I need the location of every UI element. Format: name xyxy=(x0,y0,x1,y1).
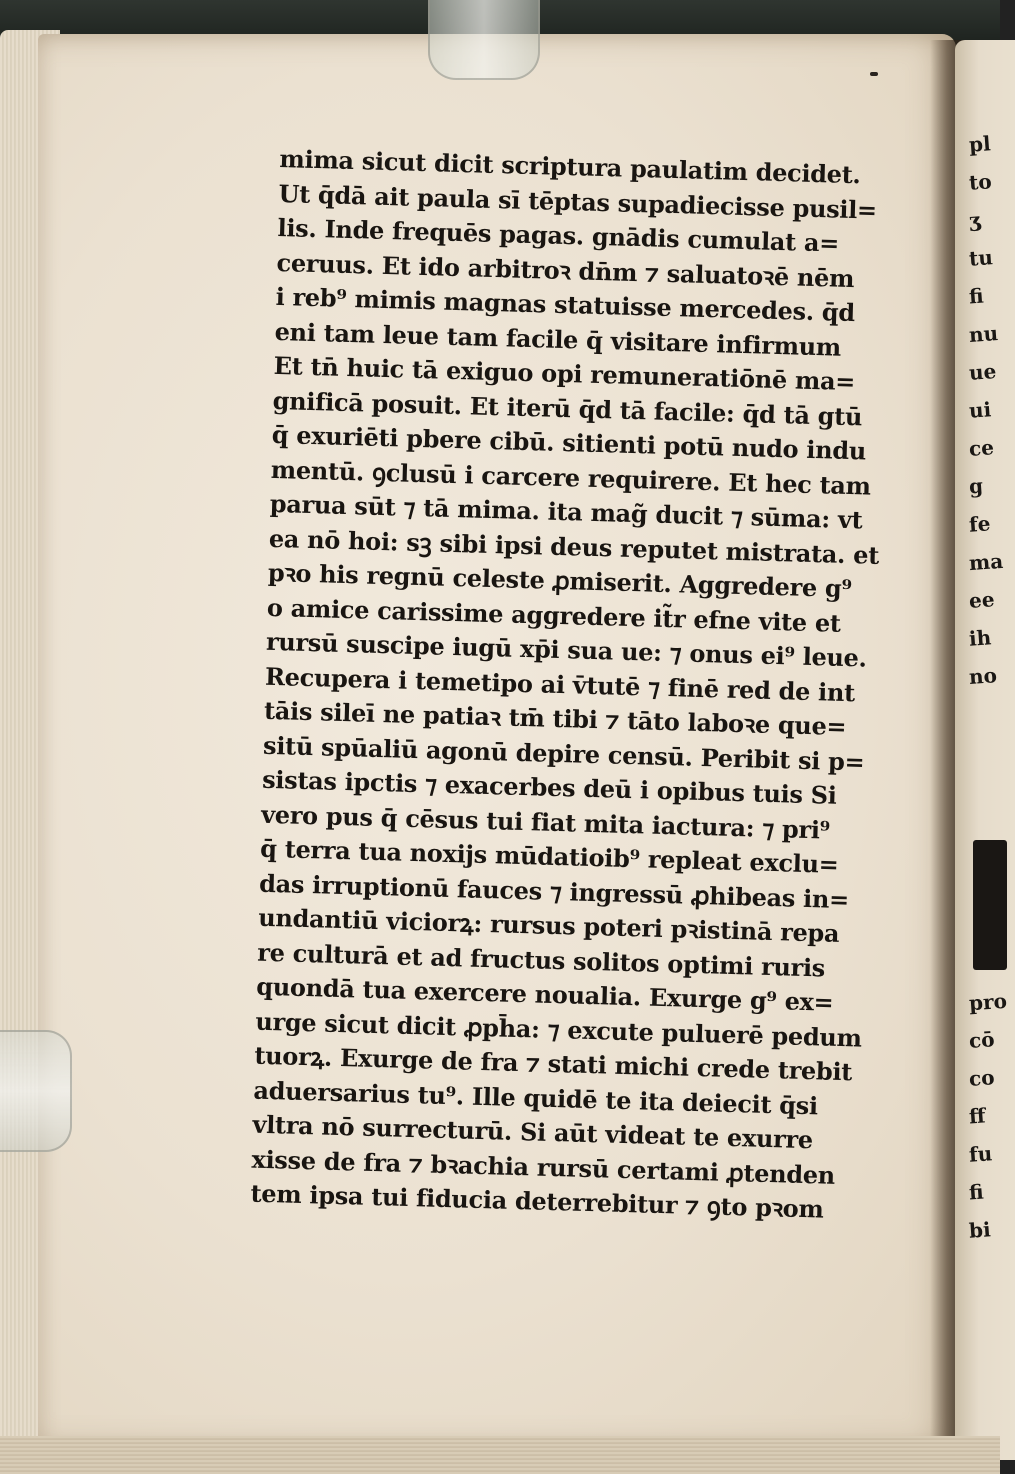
text-line: vltra nō surrecturū. Si aūt videat te exurre xyxy=(252,1109,814,1155)
facing-fragment: co xyxy=(968,1065,996,1091)
text-line: vero pus q̄ cēsus tui fiat mita iactura: ⁊ pri⁹ xyxy=(260,799,831,845)
text-line: q̄ exuriēti pbere cibū. sitienti potū nudo indu xyxy=(271,419,867,466)
decorated-initial-fragment xyxy=(973,840,1007,970)
facing-fragment: ee xyxy=(968,587,996,613)
text-line: re culturā et ad fructus solitos optimi ruris xyxy=(256,937,826,983)
text-line: quondā tua exercere noualia. Exurge g⁹ ex= xyxy=(256,971,834,1017)
facing-fragment: to xyxy=(968,169,993,195)
facing-page xyxy=(955,40,1015,1460)
facing-fragment: ih xyxy=(968,625,992,651)
facing-fragment: ma xyxy=(968,548,1004,576)
page-clip-left xyxy=(0,1030,72,1152)
text-line: sistas ipctis ⁊ exacerbes deū i opibus tuis Si xyxy=(261,764,837,810)
facing-fragment: fe xyxy=(968,511,992,537)
text-line: xisse de fra ⁊ bꝛachia rursū certami ꝓtenden xyxy=(251,1144,836,1190)
facing-fragment: pro xyxy=(968,988,1008,1016)
text-line: tem ipsa tui fiducia deterrebitur ⁊ ꝯto pꝛom xyxy=(250,1178,824,1224)
text-line: mentū. ꝯclusū i carcere requirere. Et hec tam xyxy=(270,454,872,501)
text-line: eni tam leue tam facile q̄ visitare infirmum xyxy=(274,316,842,362)
facing-fragment: ff xyxy=(968,1103,987,1129)
text-line: o amice carissime aggredere it̃r efne vite et xyxy=(266,592,842,638)
text-line: gnificā posuit. Et iterū q̄d tā facile: q̄d tā gtū xyxy=(272,385,863,431)
text-line: tāis sileī ne patiaꝛ tm̄ tibi ⁊ tāto laboꝛe que= xyxy=(263,695,847,742)
facing-fragment: pl xyxy=(968,131,992,157)
text-line: ea nō hoi: sꝫ sibi ipsi deus reputet mistrata. et xyxy=(268,523,880,570)
text-line: Ut q̄dā ait paula sī tēptas supadiecisse pusil= xyxy=(278,178,878,225)
facing-fragment: ui xyxy=(968,397,992,423)
facing-fragment: g xyxy=(968,473,984,499)
page-clip-top xyxy=(428,0,540,80)
text-line: rursū suscipe iugū xp̄i sua ue: ⁊ onus ei⁹ leue. xyxy=(265,626,868,673)
text-line: das irruptionū fauces ⁊ ingressū ꝓhibeas in= xyxy=(258,868,850,914)
text-line: aduersarius tu⁹. Ille quidē te ita deiecit q̄si xyxy=(253,1075,819,1120)
facing-fragment: no xyxy=(968,663,998,689)
facing-fragment: ce xyxy=(968,435,995,461)
text-line: i reb⁹ mimis magnas statuisse mercedes. q̄d xyxy=(275,281,856,328)
text-line: Recupera i temetipo ai v̄tutē ⁊ finē red de int xyxy=(264,661,856,707)
text-line: lis. Inde frequēs pagas. gnādis cumulat a= xyxy=(277,212,840,258)
facing-fragment: tu xyxy=(968,245,994,271)
text-line: undantiū viciorꝝ: rursus poteri pꝛistinā repa xyxy=(257,902,840,948)
facing-fragment: bi xyxy=(968,1217,992,1243)
bottom-page-edges xyxy=(0,1436,1000,1474)
ink-mark xyxy=(870,72,878,76)
facing-fragment: fu xyxy=(968,1141,993,1167)
text-line: urge sicut dicit ꝓph̄a: ⁊ excute puluerē pedum xyxy=(255,1006,863,1053)
printed-text-block xyxy=(250,142,920,1229)
text-line: ceruus. Et ido arbitroꝛ dn̄m ⁊ saluatoꝛē nēm xyxy=(276,247,855,293)
facing-fragment: fi xyxy=(968,283,985,309)
facing-fragment: ʒ xyxy=(968,207,982,233)
facing-fragment: fi xyxy=(968,1179,985,1205)
text-line: tuorꝝ. Exurge de fra ⁊ stati michi crede trebit xyxy=(254,1040,853,1087)
text-line: mima sicut dicit scriptura paulatim decidet. xyxy=(279,143,861,190)
text-line: sitū spūaliū agonū depire censū. Peribit si p= xyxy=(262,730,865,777)
text-line: pꝛo his regnū celeste ꝓmiserit. Aggredere g⁹ xyxy=(267,557,853,604)
facing-fragment: ue xyxy=(968,359,998,385)
facing-fragment: cō xyxy=(968,1027,996,1053)
text-line: Et tn̄ huic tā exiguo opi remuneratiōnē ma= xyxy=(273,350,856,397)
text-line: parua sūt ⁊ tā mima. ita mag̃ ducit ⁊ sūma: vt xyxy=(269,488,863,535)
facing-fragment: nu xyxy=(968,321,999,347)
text-line: q̄ terra tua noxijs mūdatioib⁹ repleat exclu= xyxy=(259,833,839,879)
